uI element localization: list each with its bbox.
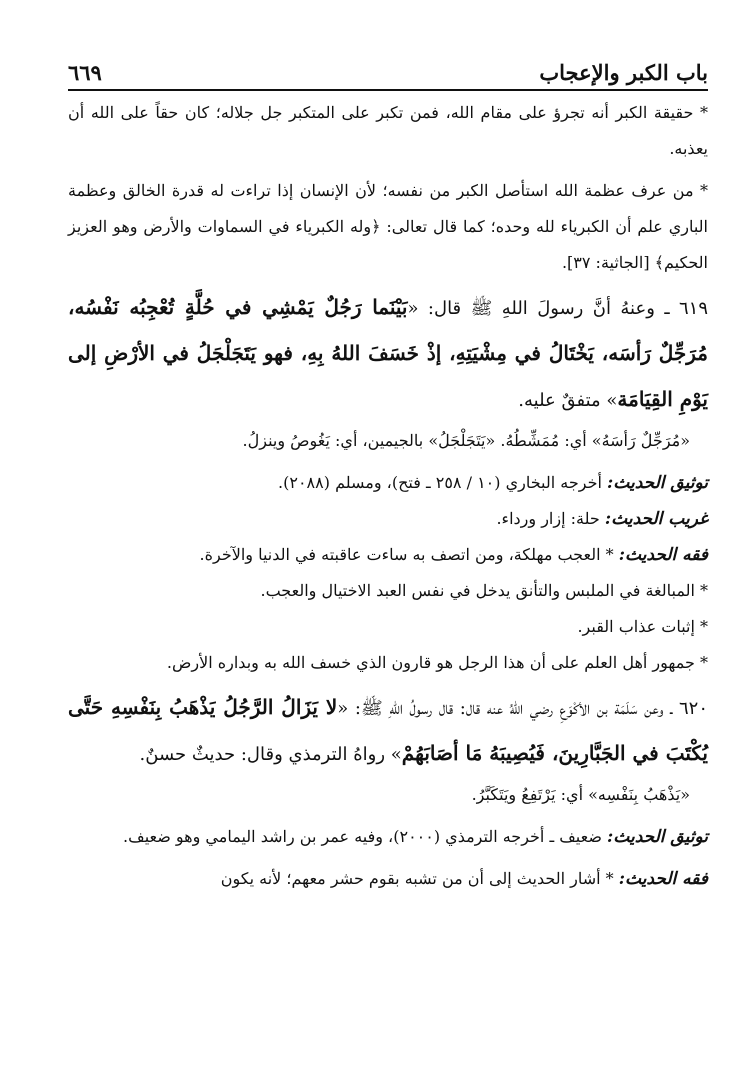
hadith-620-gloss: «يَذْهَبُ بِنَفْسِه» أي: يَرْتَفِعُ ويَتَكَبَّرُ.: [471, 785, 690, 804]
hadith-620: [68, 685, 708, 777]
fiqh-label: فقه الحديث:: [618, 869, 708, 889]
hadith-620-tawthiq: [68, 819, 708, 855]
chapter-title: باب الكبر والإعجاب: [539, 60, 708, 85]
hadith-619-matn: بَيْنَما رَجُلٌ يَمْشِي في حُلَّةٍ تُعْجِبُه نَفْسُه، مُرَجِّلٌ رَأسَه، يَخْتَالُ في مِشْيَتِهِ، إذْ خَسَفَ اللهُ بِهِ، فهو يَتَجَلْجَلُ في الأرْضِ إلى يَوْمِ القِيَامَة: [68, 295, 708, 411]
hadith-619-intro: ٦١٩ ـ وعنهُ أنَّ رسولَ اللهِ ﷺ قال: «: [407, 298, 709, 319]
tawthiq-text: ضعيف ـ أخرجه الترمذي (٢٠٠٠)، وفيه عمر بن راشد اليمامي وهو ضعيف.: [123, 827, 602, 846]
hadith-619-tawthiq: [68, 465, 708, 501]
fiqh-item: * المبالغة في الملبس والتأنق يدخل في نفس العبد الاختيال والعجب.: [260, 581, 708, 600]
fiqh-label: فقه الحديث:: [618, 545, 708, 565]
hadith-619: [68, 285, 708, 423]
fiqh-item: * العجب مهلكة، ومن اتصف به ساءت عاقبته في الدنيا والآخرة.: [199, 545, 614, 564]
page: [68, 60, 708, 897]
fiqh-item: * إثبات عذاب القبر.: [577, 617, 708, 636]
tawthiq-text: أخرجه البخاري (١٠ / ٢٥٨ ـ فتح)، ومسلم (٢٠٨٨).: [278, 473, 602, 492]
hadith-619-gharib: [68, 501, 708, 537]
hadith-619-outro: » متفقٌ عليه.: [518, 390, 618, 411]
gharib-text: حلة: إزار ورداء.: [496, 509, 600, 528]
hadith-620-fiqh: [68, 861, 708, 897]
tawthiq-label: توثيق الحديث:: [607, 473, 708, 493]
paragraph-1: * حقيقة الكبر أنه تجرؤ على مقام الله، فمن تكبر على المتكبر جل جلاله؛ كان حقاً على الله أن يعذبه.: [68, 103, 708, 158]
hadith-620-outro: » رواهُ الترمذي وقال: حديثٌ حسنٌ.: [139, 744, 402, 765]
hadith-620-intro: ٦٢٠ ـ وعن سَلَمَة بن الأكْوَعِ رضي اللهُ عنه قال: قال رسولُ اللهِ ﷺ: «: [337, 698, 708, 719]
hadith-619-gloss: «مُرَجِّلٌ رَأسَهُ» أي: مُمَشِّطُهُ. «يَتَجَلْجَلُ» بالجيمين، أي: يَغُوصُ وينزلُ.: [242, 431, 690, 450]
fiqh-item: * أشار الحديث إلى أن من تشبه بقوم حشر معهم؛ لأنه يكون: [220, 869, 614, 888]
hadith-619-fiqh-1: [68, 537, 708, 573]
hadith-620-matn: لا يَزَالُ الرَّجُلُ يَذْهَبُ بِنَفْسِهِ حَتَّى يُكْتَبَ في الجَبَّارِينَ، فَيُصِيبَهُ مَا أصَابَهُمْ: [68, 695, 708, 765]
fiqh-item: * جمهور أهل العلم على أن هذا الرجل هو قارون الذي خسف الله به وبداره الأرض.: [166, 653, 708, 672]
page-number: ٦٦٩: [68, 60, 102, 85]
tawthiq-label: توثيق الحديث:: [607, 827, 708, 847]
running-header: [68, 60, 708, 91]
paragraph-2: * من عرف عظمة الله استأصل الكبر من نفسه؛ لأن الإنسان إذا تراءت له قدرة الخالق وعظمة الباري علم أن الكبرياء لله وحده؛ كما قال تعالى: ﴿وله الكبرياء في السماوات والأرض وهو العزيز الحكيم﴾ [الجاثية: ٣٧].: [68, 181, 708, 272]
gharib-label: غريب الحديث:: [604, 509, 708, 529]
